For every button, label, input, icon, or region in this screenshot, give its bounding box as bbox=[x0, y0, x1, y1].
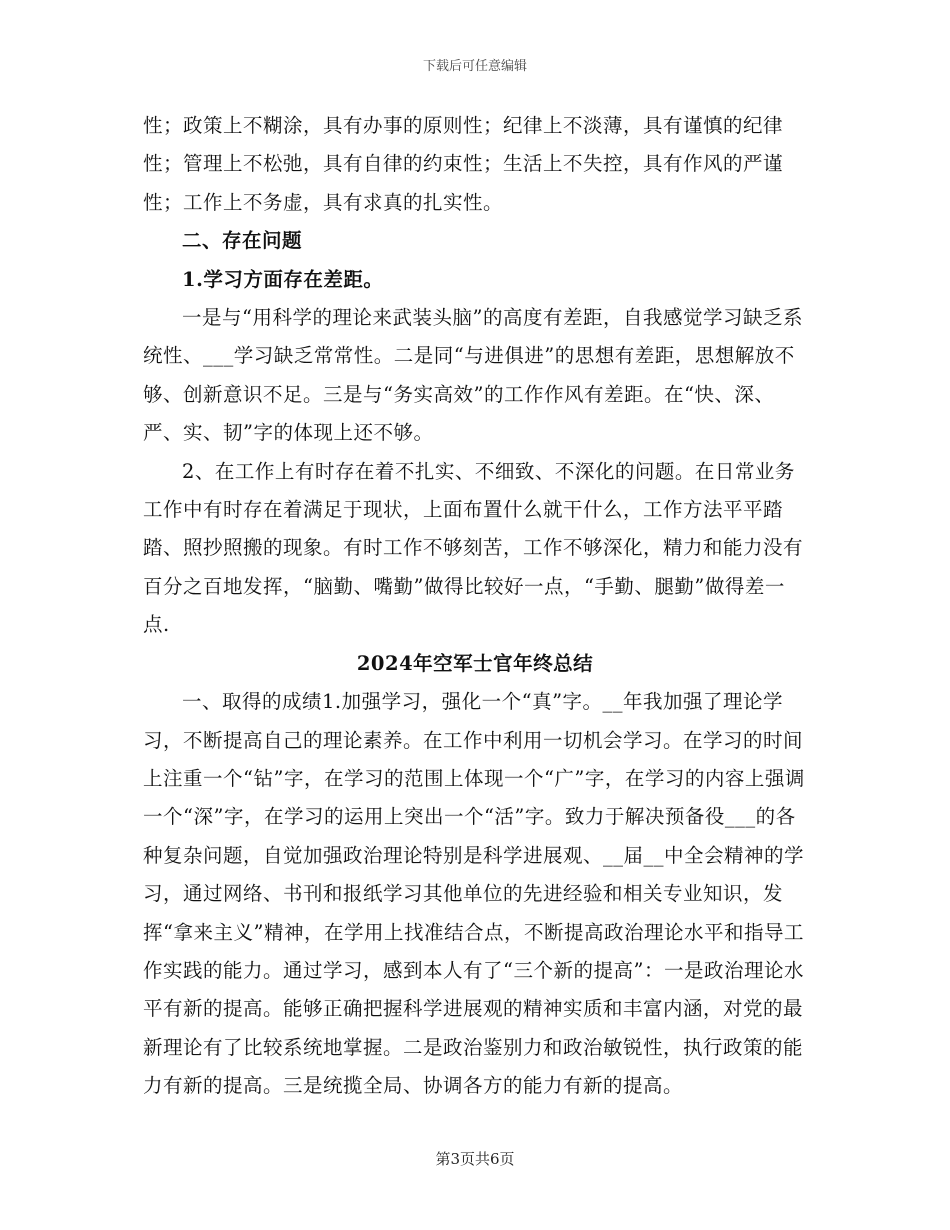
document-body bbox=[143, 107, 807, 1106]
paragraph-continuation: 性；政策上不糊涂，具有办事的原则性；纪律上不淡薄，具有谨慎的纪律性；管理上不松弛，具有自律的约束性；生活上不失控，具有作风的严谨性；工作上不务虚，具有求真的扎实性。 bbox=[143, 114, 784, 214]
paragraph-achievements: 一、取得的成绩1.加强学习，强化一个“真”字。__年我加强了理论学习，不断提高自己的理论素养。在工作中利用一切机会学习。在学习的时间上注重一个“钻”字，在学习的范围上体现一个“广”字，在学习的内容上强调一个“深”字，在学习的运用上突出一个“活”字。致力于解决预备役___的各种复杂问题，自觉加强政治理论特别是科学进展观、__届__中全会精神的学习，通过网络、书刊和报纸学习其他单位的先进经验和相关专业知识，发挥“拿来主义”精神，在学用上找准结合点，不断提高政治理论水平和指导工作实践的能力。通过学习，感到本人有了“三个新的提高”：一是政治理论水平有新的提高。能够正确把握科学进展观的精神实质和丰富内涵，对党的最新理论有了比较系统地掌握。二是政治鉴别力和政治敏锐性，执行政策的能力有新的提高。三是统揽全局、协调各方的能力有新的提高。 bbox=[143, 690, 805, 1098]
subheading-study-gap: 1.学习方面存在差距。 bbox=[182, 267, 384, 291]
page-header: 下载后可任意编辑 bbox=[422, 59, 527, 74]
paragraph-work-problems: 2、在工作上有时存在着不扎实、不细致、不深化的问题。在日常业务工作中有时存在着满足于现状，上面布置什么就干什么，工作方法平平踏踏、照抄照搬的现象。有时工作不够刻苦，工作不够深化，精力和能力没有百分之百地发挥，“脑勤、嘴勤”做得比较好一点，“手勤、腿勤”做得差一点. bbox=[143, 459, 804, 637]
section-heading-problems: 二、存在问题 bbox=[182, 229, 303, 253]
page-number: 第3页共6页 bbox=[435, 1150, 515, 1168]
paragraph-study-gap: 一是与“用科学的理论来武装头脑”的高度有差距，自我感觉学习缺乏系统性、___学习缺乏常常性。二是同“与进俱进”的思想有差距，思想解放不够、创新意识不足。三是与“务实高效”的工作作风有差距。在“快、深、严、实、韧”字的体现上还不够。 bbox=[143, 306, 803, 445]
document-title: 2024年空军士官年终总结 bbox=[356, 651, 594, 675]
